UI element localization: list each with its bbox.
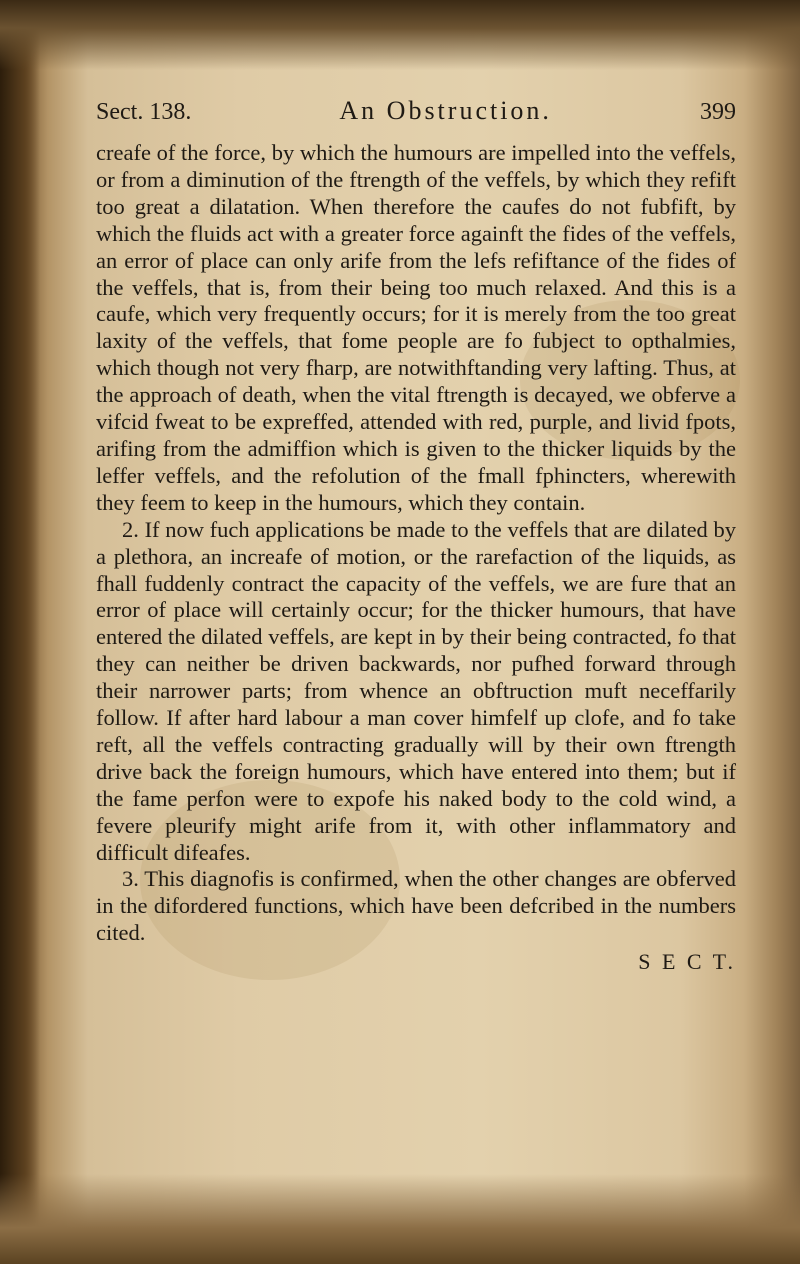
body-text [96,140,736,947]
top-page-edge [0,0,800,70]
running-title: An Obstruction. [339,96,552,125]
paragraph-1: creafe of the force, by which the humours are impelled into the veffels, or from a diminution of the ftrength of the veffels, by which they refift too great a dilatation. When therefore the caufes do not fubfift, by which the fluids act with a greater force againft the fides of the veffels, an error of place can only arife from the lefs refiftance of the fides of the veffels, that is, from their being too much relaxed. And this is a caufe, which very frequently occurs; for it is merely from the too great laxity of the veffels, that fome people are fo fubject to opthalmies, which though not very fharp, are notwithftanding very lafting. Thus, at the approach of death, when the vital ftrength is decayed, we obferve a vifcid fweat to be expreffed, attended with red, purple, and livid fpots, arifing from the admiffion which is given to the thicker liquids by the leffer veffels, and the refolution of the fmall fphincters, wherewith they feem to keep in the humours, which they contain. [96,140,736,515]
binding-shadow [0,0,40,1264]
bottom-page-edge [0,1174,800,1264]
paragraph-3: 3. This diagnofis is confirmed, when the other changes are obferved in the difordered functions, which have been defcribed in the numbers cited. [96,866,736,946]
page-content [96,96,736,975]
catchword: S E C T. [638,949,736,975]
section-number: Sect. 138. [96,99,192,125]
page-number: 399 [700,99,736,125]
paragraph-2: 2. If now fuch applications be made to the veffels that are dilated by a plethora, an increafe of motion, or the rarefaction of the liquids, as fhall fuddenly contract the capacity of the veffels, we are fure that an error of place will certainly occur; for the thicker humours, that have entered the dilated veffels, are kept in by their being contracted, fo that they can neither be driven backwards, nor pufhed forward through their narrower parts; from whence an obftruction muft neceffarily follow. If after hard labour a man cover himfelf up clofe, and fo take reft, all the veffels contracting gradually will by their own ftrength drive back the foreign humours, which have entered into them; but if the fame perfon were to expofe his naked body to the cold wind, a fevere pleurify might arife from it, with other inflammatory and difficult difeafes. [96,516,736,865]
running-header [96,96,736,136]
